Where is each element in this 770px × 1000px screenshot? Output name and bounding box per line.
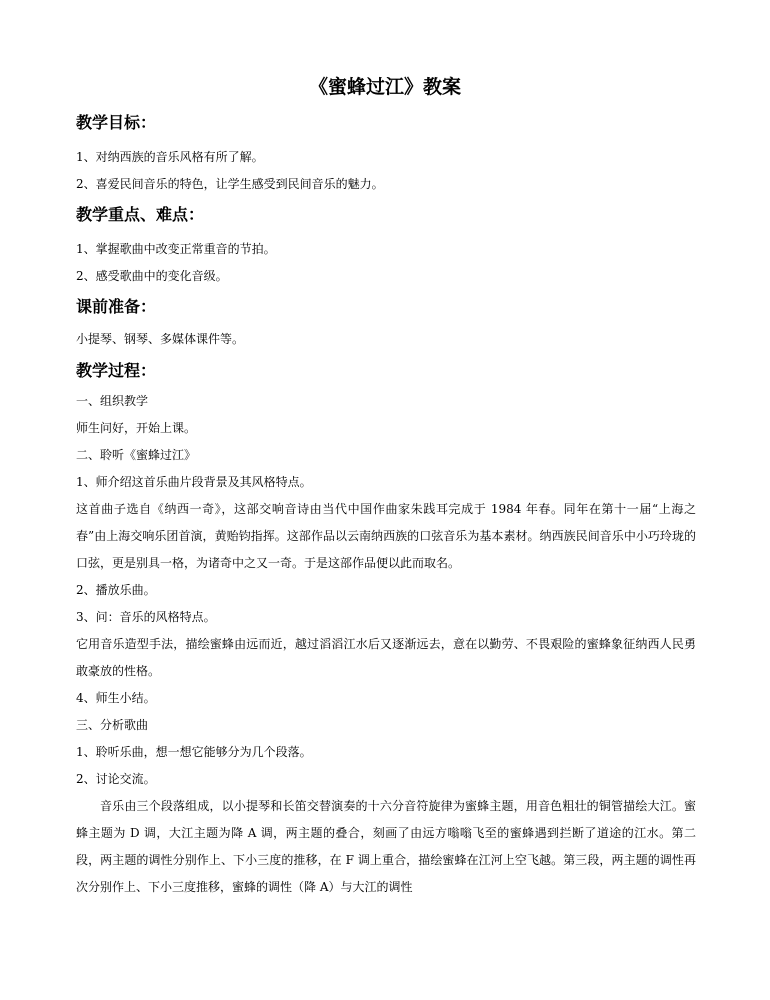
- process-paragraph: 它用音乐造型手法，描绘蜜蜂由远而近，越过滔滔江水后又逐渐远去，意在以勤劳、不畏艰险的蜜蜂象征纳西人民勇敢豪放的性格。: [76, 637, 696, 678]
- process-paragraph: 2、播放乐曲。: [76, 583, 156, 597]
- section-heading-objectives: 教学目标：: [76, 113, 157, 132]
- section-heading-process: 教学过程：: [76, 361, 157, 380]
- process-paragraph: 一、组织教学: [76, 394, 149, 408]
- process-paragraph: 师生问好，开始上课。: [76, 421, 197, 435]
- objective-item: 2、喜爱民间音乐的特色，让学生感受到民间音乐的魅力。: [76, 177, 384, 191]
- objective-item: 1、对纳西族的音乐风格有所了解。: [76, 150, 264, 164]
- process-paragraph: 1、聆听乐曲，想一想它能够分为几个段落。: [76, 745, 312, 759]
- process-paragraph: 3、问：音乐的风格特点。: [76, 610, 216, 624]
- section-heading-key-points: 教学重点、难点：: [76, 205, 205, 224]
- process-paragraph: 这首曲子选自《纳西一奇》，这部交响音诗由当代中国作曲家朱践耳完成于 1984 年春。同年在第十一届“上海之春”由上海交响乐团首演，黄贻钧指挥。这部作品以云南纳西族的口弦音乐为基本素材。纳西族民间音乐中小巧玲珑的口弦，更是别具一格，为诸奇中之又一奇。于是这部作品便以此而取名。: [76, 502, 696, 570]
- document-title: 《蜜蜂过江》教案: [308, 76, 461, 98]
- key-point-item: 2、感受歌曲中的变化音级。: [76, 269, 228, 283]
- process-paragraph: 1、师介绍这首乐曲片段背景及其风格特点。: [76, 475, 312, 489]
- section-heading-preparation: 课前准备：: [76, 297, 157, 316]
- process-paragraph: 音乐由三个段落组成，以小提琴和长笛交替演奏的十六分音符旋律为蜜蜂主题，用音色粗壮的铜管描绘大江。蜜蜂主题为 D 调，大江主题为降 A 调，两主题的叠合，刻画了由远方嗡嗡飞至的蜜蜂遇到拦断了道途的江水。第二段，两主题的调性分别作上、下小三度的推移，在 F 调上重合，描绘蜜蜂在江河上空飞越。第三段，两主题的调性再次分别作上、下小三度推移，蜜蜂的调性（降 A）与大江的调性: [76, 799, 696, 894]
- process-paragraph: 三、分析歌曲: [76, 718, 149, 732]
- document-body: [76, 112, 696, 901]
- preparation-text: 小提琴、钢琴、多媒体课件等。: [76, 332, 245, 346]
- key-point-item: 1、掌握歌曲中改变正常重音的节拍。: [76, 242, 276, 256]
- process-paragraph: 2、讨论交流。: [76, 772, 156, 786]
- process-paragraph: 4、师生小结。: [76, 691, 156, 705]
- process-paragraph: 二、聆听《蜜蜂过江》: [76, 448, 197, 462]
